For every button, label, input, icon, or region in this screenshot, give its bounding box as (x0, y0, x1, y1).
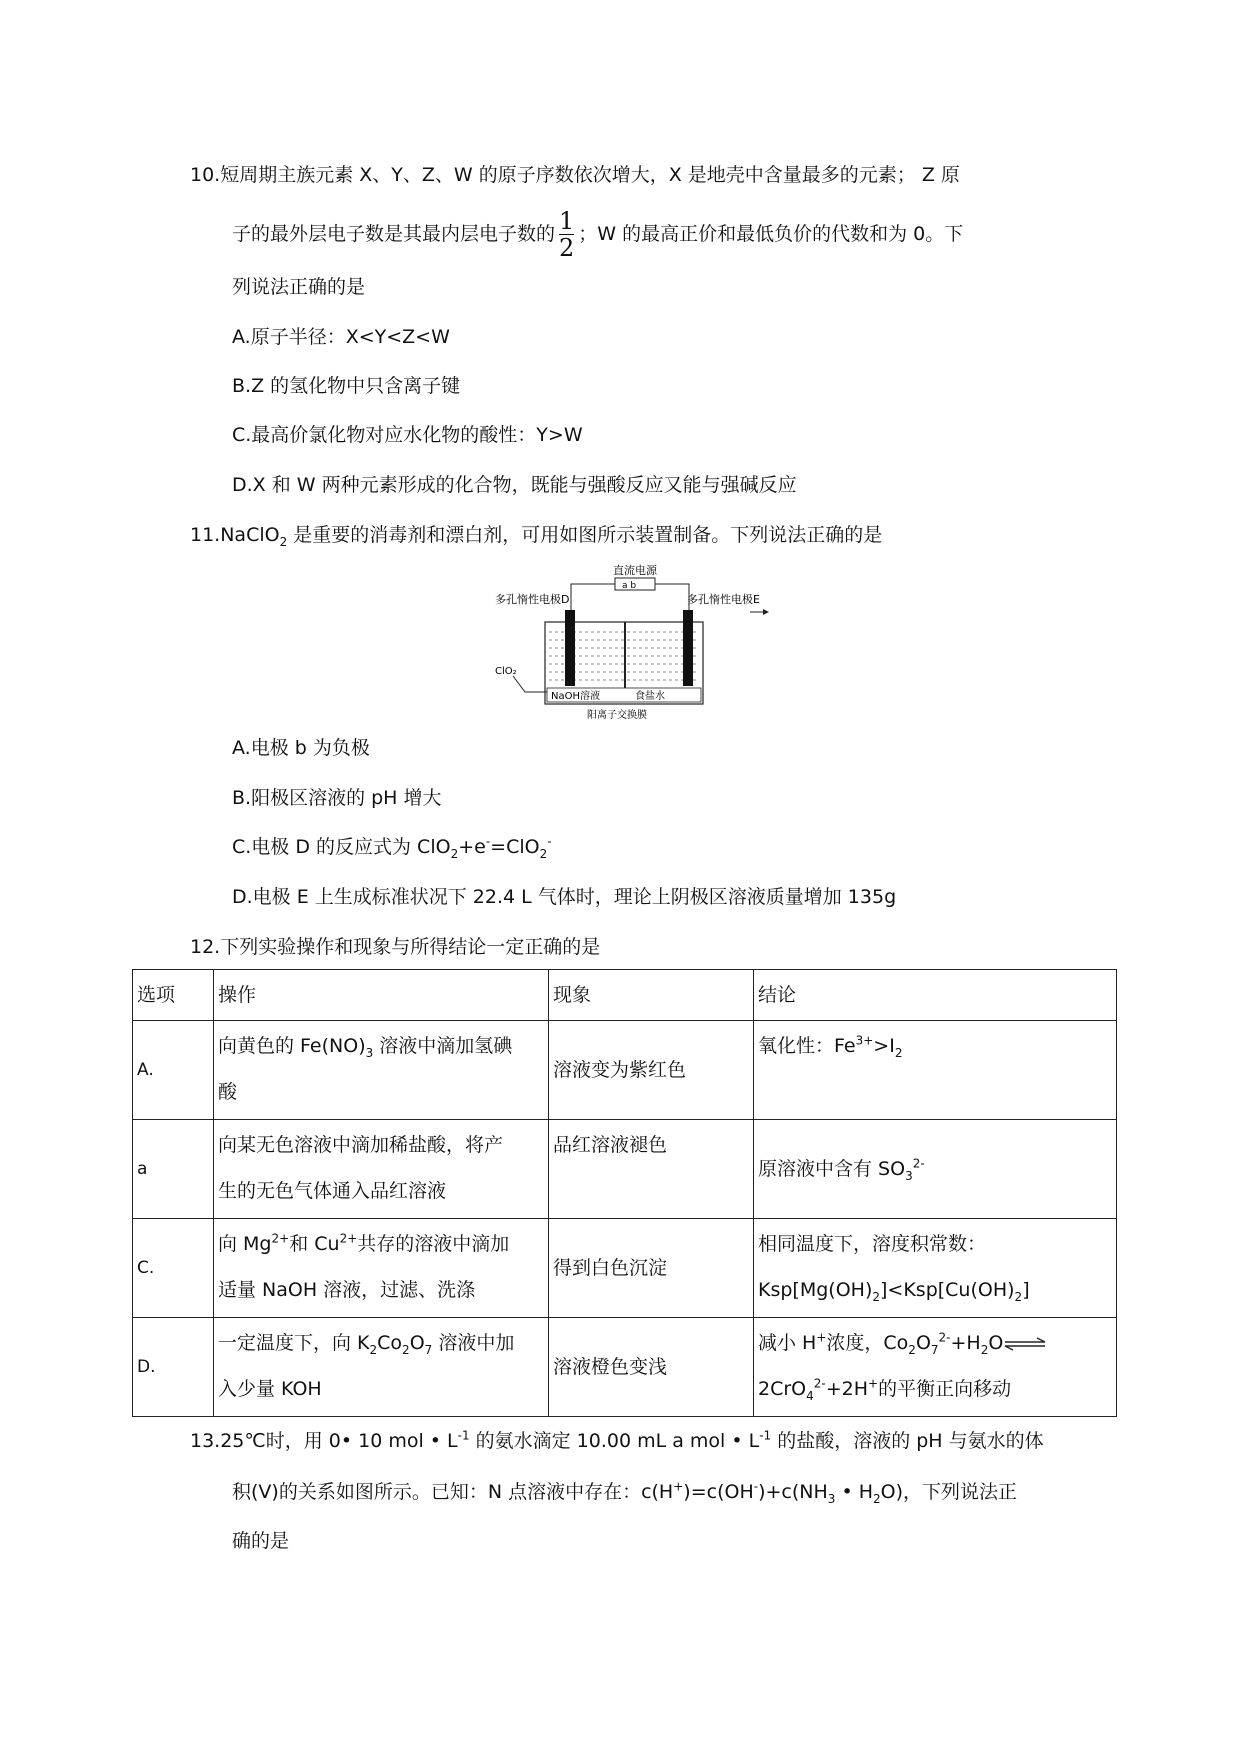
header-option: 选项 (133, 970, 214, 1021)
power-supply-label: 直流电源 (613, 564, 657, 577)
equilibrium-arrow-icon (1003, 1337, 1047, 1351)
naoh-solution-label: NaOH溶液 (551, 691, 600, 702)
row-a-phenomenon: 溶液变为紫红色 (549, 1021, 754, 1120)
table-row (133, 1120, 1117, 1219)
table-header-row (133, 970, 1117, 1021)
row-d-conclusion: 减小 H+浓度，$Co_2O_7^{2-}+H_2O$ 2CrO$_4^{2-}$+2H+的平衡正向移动 (754, 1318, 1117, 1417)
membrane-label: 阳离子交换膜 (587, 710, 647, 721)
table-row (133, 1318, 1117, 1417)
q11-option-c: C.电极 D 的反应式为 ClO$_2$+e-=ClO$_2$- (232, 834, 552, 861)
q10-option-a: A.原子半径：X<Y<Z<W (232, 326, 450, 348)
electrode-e (683, 610, 693, 686)
header-phenomenon: 现象 (549, 970, 754, 1021)
row-b-option: a (133, 1120, 214, 1219)
q13-stem-line2: 积(V)的关系如图所示。已知：N 点溶液中存在：$c(H^+)=c(OH^-)+c(NH_3$ • $H_2O$)，下列说法正 (232, 1479, 1018, 1506)
q11-option-d: D.电极 E 上生成标准状况下 22.4 L 气体时，理论上阴极区溶液质量增加 135g (232, 886, 897, 908)
row-b-operation: 向某无色溶液中滴加稀盐酸，将产 生的无色气体通入品红溶液 (214, 1120, 549, 1219)
row-b-conclusion: 原溶液中含有 $SO_3^{2-}$ (754, 1120, 1117, 1219)
experiment-table (132, 969, 1117, 1417)
power-terminals-label: a b (622, 581, 637, 591)
q11-option-a: A.电极 b 为负极 (232, 737, 370, 759)
row-b-phenomenon: 品红溶液褪色 (549, 1120, 754, 1219)
header-operation: 操作 (214, 970, 549, 1021)
q10-option-d: D.X 和 W 两种元素形成的化合物，既能与强酸反应又能与强碱反应 (232, 474, 797, 496)
row-d-operation: 一定温度下，向 $K_2Co_2O_7$ 溶液中加 入少量 KOH (214, 1318, 549, 1417)
electrolysis-apparatus-figure (495, 562, 780, 722)
row-a-option: A. (133, 1021, 214, 1120)
row-a-operation: 向黄色的 $Fe(NO)_3$ 溶液中滴加氢碘 酸 (214, 1021, 549, 1120)
electrode-d (565, 610, 575, 686)
electrode-e-label: 多孔惰性电极E (687, 593, 760, 606)
q10-stem-line3: 列说法正确的是 (232, 276, 366, 298)
row-a-conclusion: 氧化性：$Fe^{3+}>I_2$ (754, 1021, 1117, 1120)
q11-option-b: B.阳极区溶液的 pH 增大 (232, 787, 442, 809)
q10-stem-line1: 10.短周期主族元素 X、Y、Z、W 的原子序数依次增大，X 是地壳中含量最多的元素； Z 原 (190, 164, 960, 186)
row-c-operation: 向 $Mg^{2+}$和 $Cu^{2+}$共存的溶液中滴加 适量 NaOH 溶液，过滤、洗涤 (214, 1219, 549, 1318)
q12-stem: 12.下列实验操作和现象与所得结论一定正确的是 (190, 936, 601, 958)
row-c-phenomenon: 得到白色沉淀 (549, 1219, 754, 1318)
brine-label: 食盐水 (635, 691, 665, 702)
q10-option-b: B.Z 的氢化物中只含离子键 (232, 375, 461, 397)
clo2-inlet-label: ClO₂ (495, 666, 517, 677)
row-d-phenomenon: 溶液橙色变浅 (549, 1318, 754, 1417)
q13-stem-line3: 确的是 (232, 1530, 290, 1552)
fraction-one-half: $\frac{1}{2}$ (559, 207, 575, 262)
table-row (133, 1219, 1117, 1318)
row-c-conclusion: 相同温度下，溶度积常数： $Ksp[Mg(OH)_2]<Ksp[Cu(OH)_2]$ (754, 1219, 1117, 1318)
q10-option-c: C.最高价氯化物对应水化物的酸性：Y>W (232, 424, 583, 446)
header-conclusion: 结论 (754, 970, 1117, 1021)
table-row (133, 1021, 1117, 1120)
q10-stem-line2: 子的最外层电子数是其最内层电子数的 $\frac{1}{2}$ ；W 的最高正价和最低负价的代数和为 0。下 (232, 207, 964, 262)
electrode-d-label: 多孔惰性电极D (495, 593, 570, 606)
row-d-option: D. (133, 1318, 214, 1417)
q11-stem: 11.NaClO$_2$ 是重要的消毒剂和漂白剂，可用如图所示装置制备。下列说法正确的是 (190, 524, 883, 549)
row-c-option: C. (133, 1219, 214, 1318)
q13-stem-line1: 13.25℃时，用 0• 10 mol • $L^{-1}$ 的氨水滴定 10.00 mL a mol • $L^{-1}$ 的盐酸，溶液的 pH 与氨水的体 (190, 1428, 1044, 1452)
